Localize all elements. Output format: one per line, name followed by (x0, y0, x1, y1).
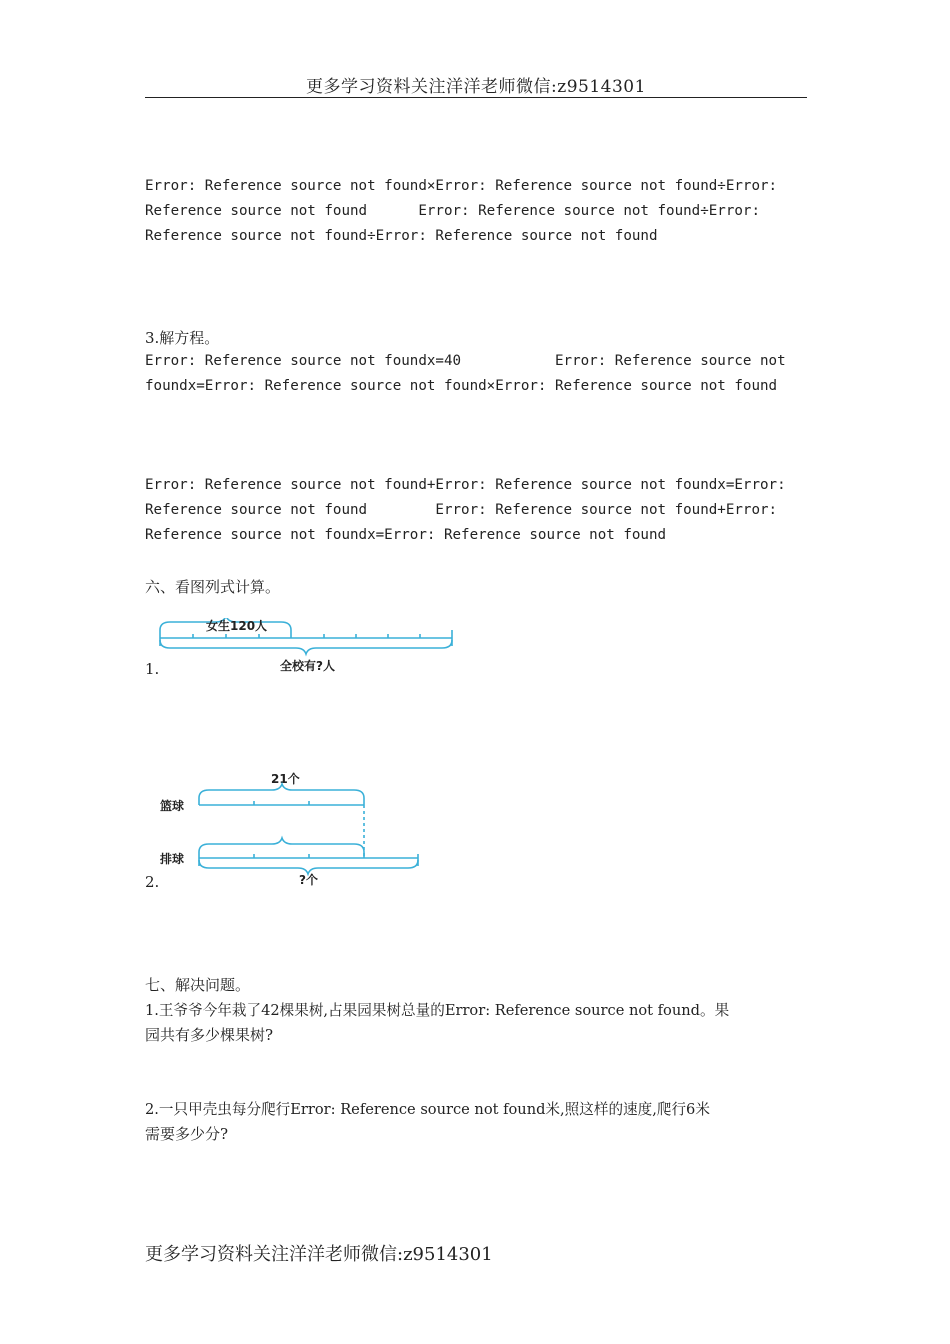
diagram1-segment-figure (150, 618, 470, 680)
expression-line: Error: Reference source not found×Error: Reference source not found÷Error: (145, 178, 778, 194)
diagram2-number: 2. (145, 873, 160, 891)
diagram1-bottom-label: 全校有?人 (280, 659, 335, 673)
question1-line: 1.王爷爷今年栽了42棵果树,占果园果树总量的Error: Reference source not found。果 (145, 1002, 730, 1019)
diagram1-number: 1. (145, 660, 160, 678)
equation-line: Error: Reference source not found+Error: Reference source not foundx=Error: (145, 477, 786, 493)
equations-title: 3.解方程。 (145, 329, 220, 347)
page-header: 更多学习资料关注洋洋老师微信:z9514301 (306, 77, 646, 97)
question2-line: 需要多少分? (145, 1125, 229, 1143)
diagram2-top-label: 21个 (271, 772, 300, 786)
page-footer: 更多学习资料关注洋洋老师微信:z9514301 (145, 1244, 493, 1265)
expression-line: Reference source not found÷Error: Reference source not found (145, 228, 658, 244)
diagram2-row2-label: 排球 (160, 852, 185, 866)
question1-line: 园共有多少棵果树? (145, 1026, 274, 1044)
equation-line: Reference source not foundx=Error: Reference source not found (145, 527, 667, 543)
equation-line: Reference source not found Error: Reference source not found+Error: (145, 502, 778, 518)
bottom-brace (160, 640, 452, 654)
question2-line: 2.一只甲壳虫每分爬行Error: Reference source not found米,照这样的速度,爬行6米 (145, 1101, 710, 1118)
equation-line: Error: Reference source not foundx=40 Error: Reference source not (145, 353, 786, 369)
diagram1-top-label: 女生120人 (206, 619, 268, 633)
header-rule (145, 97, 807, 98)
diagram2-bottom-label: ?个 (299, 873, 318, 887)
expression-line: Reference source not found Error: Reference source not found÷Error: (145, 203, 760, 219)
equation-line: foundx=Error: Reference source not found×Error: Reference source not found (145, 378, 778, 394)
section6-title: 六、看图列式计算。 (145, 578, 281, 596)
diagram2-segment-figure (150, 768, 430, 892)
diagram2-row1-label: 篮球 (160, 799, 185, 813)
section7-title: 七、解决问题。 (145, 976, 251, 994)
